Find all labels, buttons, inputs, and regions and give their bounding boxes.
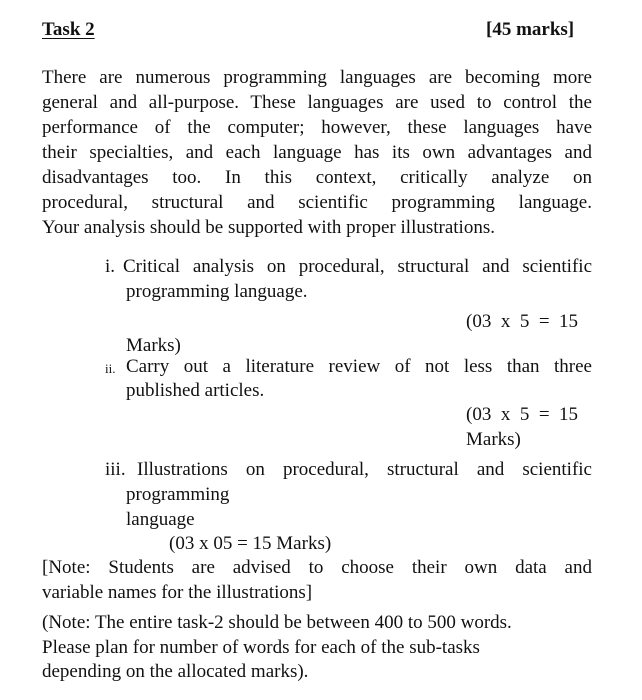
item-text-line: published articles. <box>126 380 265 401</box>
item-text-line: Critical analysis on procedural, structural and scientific <box>123 256 592 277</box>
item-number: i. <box>105 256 116 277</box>
item-number: iii. <box>105 459 126 480</box>
item-marks: (03 x 5 = 15 <box>466 404 579 425</box>
note-line: (Note: The entire task-2 should be between 400 to 500 words. <box>42 612 512 633</box>
item-text-line: Carry out a literature review of not less than three <box>126 356 592 377</box>
item-marks: (03 x 05 = 15 Marks) <box>169 533 332 554</box>
intro-line: Your analysis should be supported with proper illustrations. <box>42 217 495 238</box>
item-text-line: programming <box>126 484 230 505</box>
item-marks: (03 x 5 = 15 <box>466 311 579 332</box>
task-marks: [45 marks] <box>486 19 575 40</box>
item-marks: Marks) <box>466 429 521 450</box>
task-title: Task 2 <box>42 19 95 40</box>
intro-line: general and all-purpose. These languages are used to control the <box>42 92 592 113</box>
note-line: Please plan for number of words for each of the sub-tasks <box>42 637 480 658</box>
note-line: variable names for the illustrations] <box>42 582 313 603</box>
note-line: depending on the allocated marks). <box>42 661 309 682</box>
intro-line: There are numerous programming languages are becoming more <box>42 67 592 88</box>
item-marks: Marks) <box>126 335 181 356</box>
intro-line: procedural, structural and scientific programming language. <box>42 192 592 213</box>
item-text-line: language <box>126 509 195 530</box>
item-text-line: programming language. <box>126 281 308 302</box>
intro-line: performance of the computer; however, these languages have <box>42 117 592 138</box>
item-number: ii. <box>105 361 116 376</box>
intro-line: their specialties, and each language has its own advantages and <box>42 142 592 163</box>
note-line: [Note: Students are advised to choose their own data and <box>42 557 592 578</box>
intro-line: disadvantages too. In this context, critically analyze on <box>42 167 592 188</box>
item-text-line: Illustrations on procedural, structural and scientific <box>137 459 592 480</box>
